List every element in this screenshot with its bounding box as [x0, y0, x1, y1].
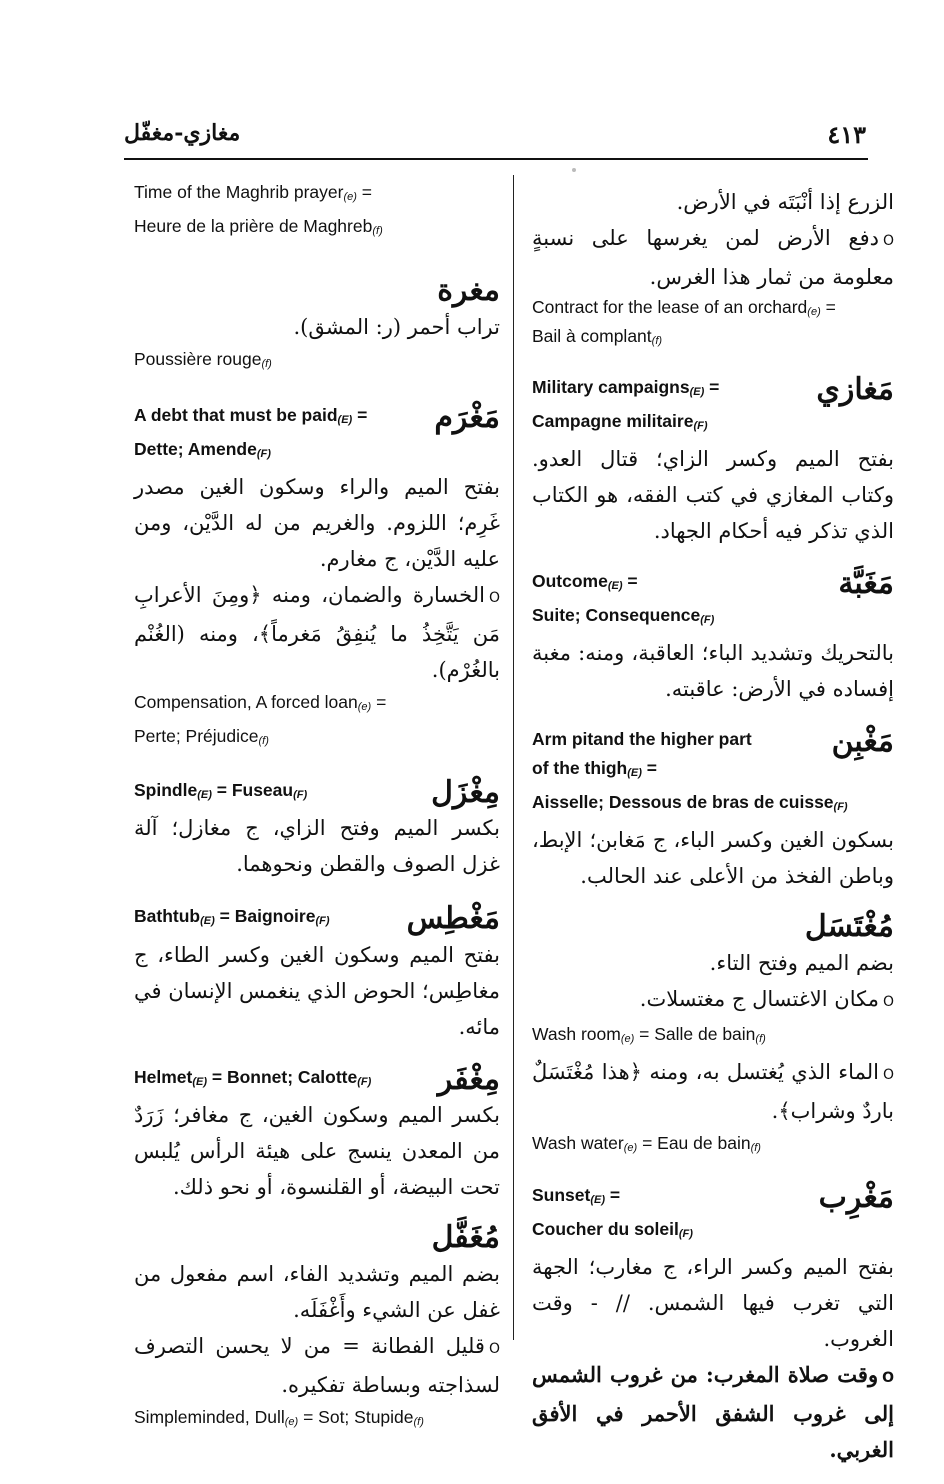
bullet-icon: O [488, 589, 500, 606]
definition: بفتح الميم وسكون الغين وكسر الطاء، ج مغاطِس؛ الحوض الذي ينغمس الإنسان في مائه. [133, 942, 500, 1039]
definition: بالتحريك وتشديد الباء؛ العاقبة، ومنه: مغبة إفساده في الأرض: عاقبته. [532, 641, 894, 701]
sense-translation-en: Compensation, A forced loan$_{(e)}$ = [134, 691, 387, 713]
translation-en: A debt that must be paid$_{(E)}$ = [134, 404, 368, 426]
sense: Oوقت صلاة المغرب: من غروب الشمس إلى غروب الشفق الأحمر في الأفق الغربي. [532, 1361, 894, 1462]
definition: بكسر الميم وفتح الزاي، ج مغازل؛ آلة غزل الصوف والقطن ونحوهما. [134, 816, 500, 876]
translation-en: Arm pitand the higher part [532, 729, 752, 749]
definition: بسكون الغين وكسر الباء، ج مَغابن؛ الإبط، وباطن الفخذ من الأعلى عند الحالب. [532, 828, 894, 888]
headword: مِغْزَل [431, 774, 500, 810]
translation-fr: Poussière rouge$_{(f)}$ [134, 348, 272, 370]
entry-mughaffal [134, 1221, 500, 1437]
definition: بفتح الميم والراء وسكون الغين مصدر غَرِم؛ اللزوم. والغريم من له الدَّيْن، ومن عليه الدَّيْن، ج مغارم. [134, 474, 500, 571]
definition: بفتح الميم وكسر الزاي؛ قتال العدو. وكتاب المغازي في كتب الفقه، هو الكتاب الذي تذكر فيه أحكام الجهاد. [532, 447, 894, 543]
sense: Oقليل الفطانة = من لا يحسن التصرف لسذاجته وبساطة تفكيره. [134, 1333, 500, 1397]
definition: تراب أحمر (ر: المشق). [293, 314, 500, 339]
headword: مَغْرَم [434, 399, 500, 435]
sense-translation-en: Contract for the lease of an orchard$_{(e)}$ = [532, 297, 836, 318]
entry-maghrib [532, 1181, 894, 1468]
translation: Bathtub$_{(E)}$ = Baignoire$_{(F)}$ [134, 906, 330, 927]
sense: Oالخسارة والضمان، ومنه ﴿ومِنَ الأعرابِ مَن يَتَّخِذُ ما يُنفِقُ مَغرماً﴾، ومنه (الغُنْم بالغُرْم). [134, 582, 500, 682]
definition: بكسر الميم وسكون الغين، ج مغافر؛ زَرَدٌ من المعدن ينسج على هيئة الرأس يُلبس تحت البيضة، أو القلنسوة، أو نحو ذلك. [134, 1103, 500, 1199]
sense-translation: Wash room$_{(e)}$ = Salle de bain$_{(f)}$ [532, 1023, 766, 1045]
entry-continued [532, 184, 894, 353]
definition-continued: الزرع إذا أنْبَتَه في الأرض. [676, 190, 894, 214]
definition: بضم الميم وفتح التاء. [709, 950, 894, 975]
sense-translation-fr: Bail à complant$_{(f)}$ [532, 326, 663, 347]
definition: بضم الميم وتشديد الفاء، اسم مفعول من غفل عن الشيء وأَغْفَلَه. [134, 1261, 500, 1322]
entry-maghbin [532, 725, 894, 894]
translation-fr: Suite; Consequence$_{(F)}$ [532, 605, 715, 626]
sense: Oالماء الذي يُغتسل به، ومنه ﴿هذا مُغْتَسَلٌ باردٌ وشراب﴾. [532, 1059, 894, 1123]
translation-en: Time of the Maghrib prayer$_{(e)}$ = [134, 182, 372, 203]
headword: مِغْفَر [437, 1061, 500, 1097]
entry-maghra [134, 274, 500, 379]
running-head: مغازي-مغفّل [124, 120, 241, 146]
headword: مُغَفَّل [431, 1220, 500, 1255]
headword: مغرة [437, 273, 500, 308]
sense-translation: Wash water$_{(e)}$ = Eau de bain$_{(f)}$ [532, 1132, 761, 1154]
entry-maghram [134, 401, 500, 756]
translation: Helmet$_{(E)}$ = Bonnet; Calotte$_{(F)}$ [134, 1066, 372, 1088]
column-divider [513, 175, 514, 1340]
headword: مَغَبَّة [838, 566, 894, 601]
translation-en: Military campaigns$_{(E)}$ = [532, 377, 720, 398]
headword: مُغْتَسَل [804, 909, 894, 944]
sense-translation: Simpleminded, Dull$_{(e)}$ = Sot; Stupide$_{(f)}$ [134, 1406, 424, 1428]
entry-mighzal [134, 776, 500, 883]
left-column [134, 178, 500, 1453]
headword: مَغْطِس [406, 901, 500, 936]
translation: Spindle$_{(E)}$ = Fuseau$_{(F)}$ [134, 779, 308, 801]
entry-maghrib-time [134, 178, 500, 246]
sense-translation-fr: Perte; Préjudice$_{(f)}$ [134, 725, 269, 747]
entry-maghazi [532, 373, 894, 549]
page-header [124, 118, 866, 158]
right-column [532, 178, 894, 1484]
translation-en: Sunset$_{(E)}$ = [532, 1184, 621, 1206]
bullet-icon: O [882, 1066, 894, 1083]
translation-fr: Dette; Amende$_{(F)}$ [134, 438, 271, 460]
bullet-icon: O [882, 233, 894, 249]
translation-en-cont: of the thigh$_{(E)}$ = [532, 758, 658, 779]
headword: مَغْرِب [818, 1179, 894, 1215]
page-number: ٤١٣ [827, 120, 866, 149]
headword: مَغازي [816, 372, 894, 407]
entry-maghtis [134, 902, 500, 1045]
translation-fr: Coucher du soleil$_{(F)}$ [532, 1218, 693, 1240]
header-rule [124, 158, 868, 160]
definition: بفتح الميم وكسر الراء، ج مغارب؛ الجهة التي تغرب فيها الشمس. // - وقت الغروب. [532, 1254, 894, 1351]
bullet-icon: O [488, 1340, 500, 1357]
bullet-icon: O [882, 1369, 894, 1386]
entry-mughtasal [532, 910, 894, 1163]
translation-fr: Heure de la prière de Maghreb$_{(f)}$ [134, 216, 383, 237]
translation-fr: Campagne militaire$_{(F)}$ [532, 411, 708, 432]
translation-fr: Aisselle; Dessous de bras de cuisse$_{(F)}$ [532, 792, 848, 813]
headword: مَغْبِن [831, 724, 894, 759]
decorative-dot [572, 168, 576, 172]
translation-en: Outcome$_{(E)}$ = [532, 571, 638, 592]
bullet-icon: O [882, 993, 894, 1010]
sense: Oدفع الأرض لمن يغرسها على نسبةٍ معلومة من ثمار هذا الغرس. [532, 226, 894, 289]
entry-maghabba [532, 567, 894, 707]
sense: Oمكان الاغتسال ج مغتسلات. [639, 986, 894, 1011]
entry-mighfar [134, 1063, 500, 1206]
